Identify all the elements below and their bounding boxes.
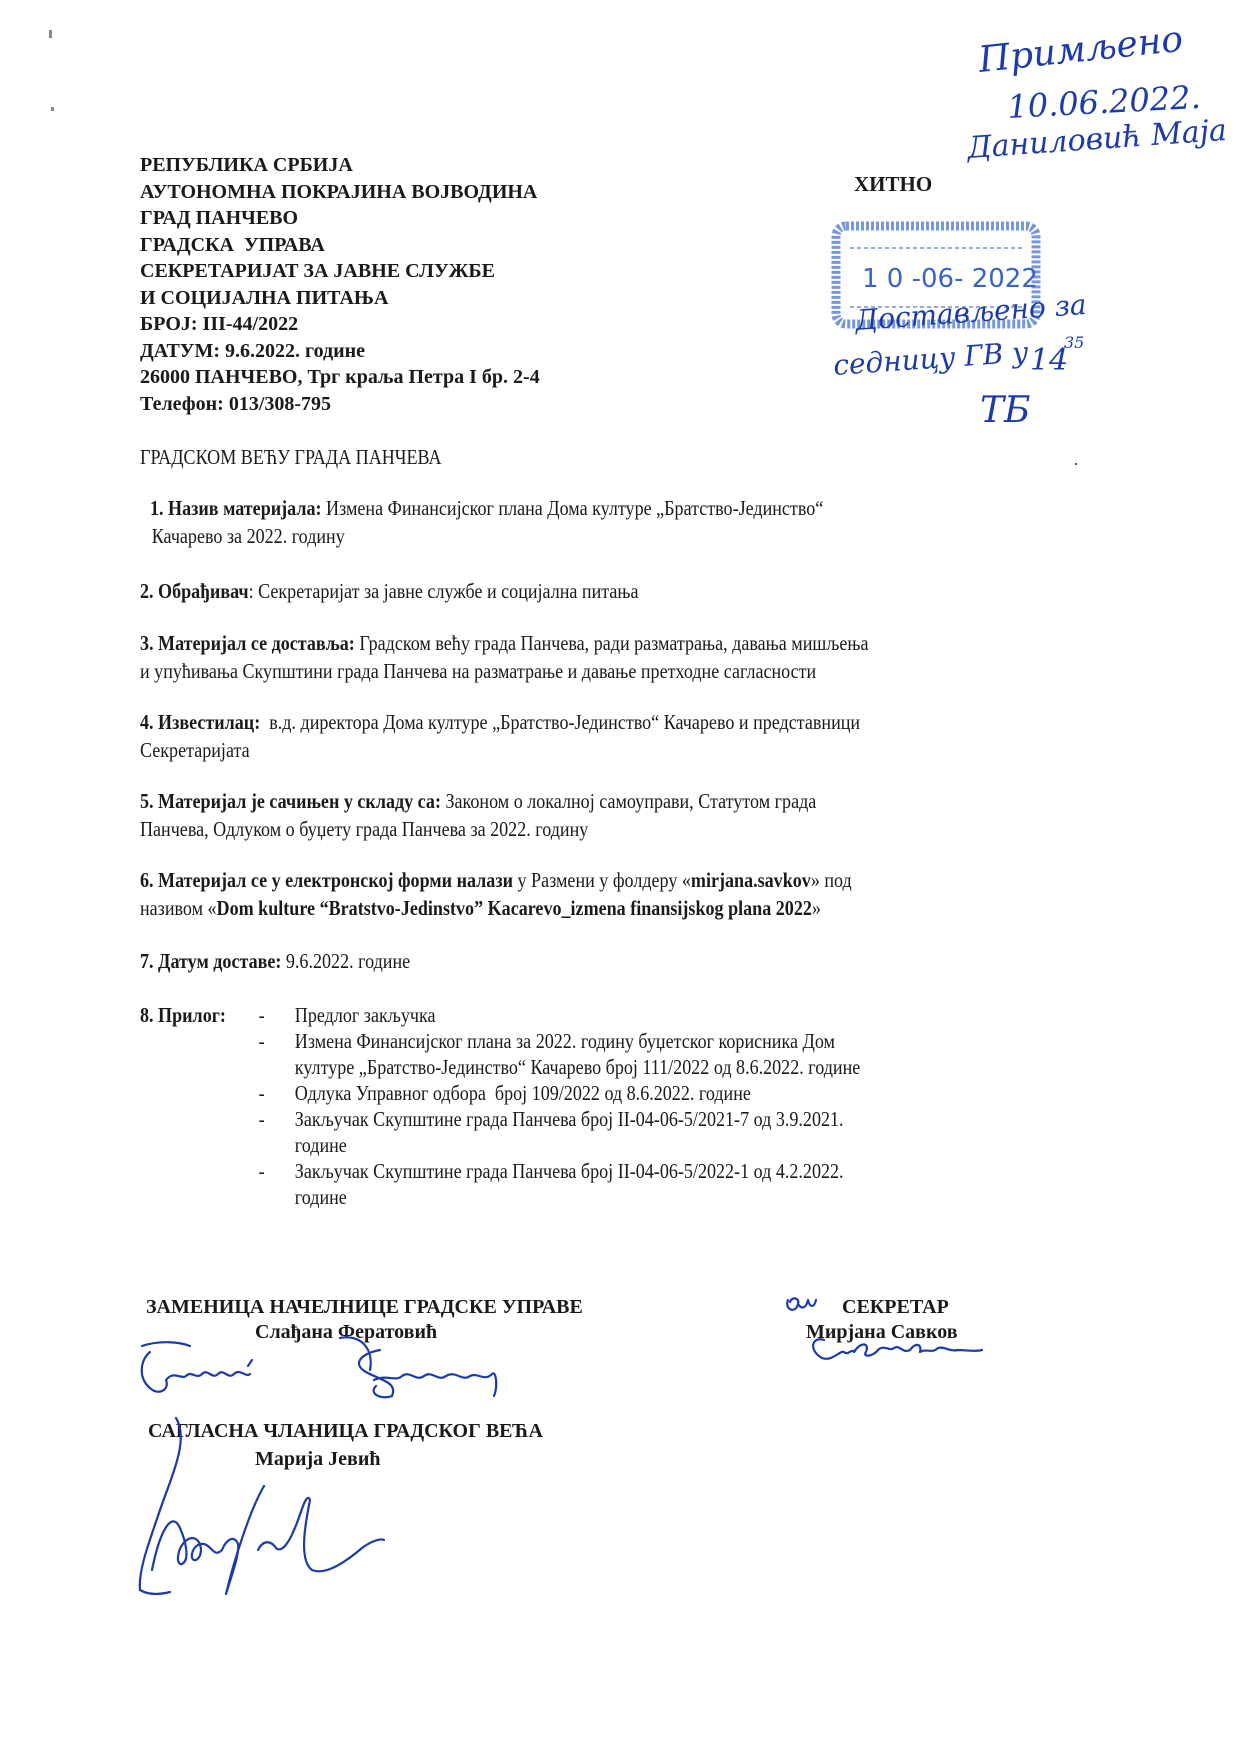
reference-number: БРОЈ: III-44/2022 (140, 313, 299, 335)
section-processor (140, 577, 1112, 605)
secretary-signature (782, 1290, 1022, 1390)
stamp-handwritten-time: 14 (1030, 343, 1069, 378)
received-stamp (820, 212, 1088, 432)
addressee: ГРАДСКОМ ВЕЋУ ГРАДА ПАНЧЕВА (140, 445, 442, 469)
council-member-name: Марија Јевић (255, 1448, 381, 1470)
section-text: » под (810, 868, 852, 892)
section-electronic-location (140, 866, 1112, 922)
bullet-dash: - (258, 1003, 265, 1027)
attachment-text: Предлог закључка (294, 1003, 436, 1027)
scan-mark (51, 107, 54, 111)
attachment-text-continued: године (294, 1185, 347, 1209)
section-label: 7. Датум доставе: (140, 949, 282, 973)
section-text-continued: Секретаријата (140, 738, 250, 762)
bullet-dash: - (258, 1081, 265, 1105)
section-text-continued: и упућивања Скупштини града Панчева на разматрање и давање претходне сагласности (140, 659, 817, 683)
letterhead-line: ГРАД ПАНЧЕВО (140, 207, 299, 229)
letterhead-line: И СОЦИЈАЛНА ПИТАЊА (140, 286, 389, 309)
section-text: в.д. директора Дома културе „Братство-Јединство“ Качарево и представници (260, 710, 861, 734)
deputy-signature (130, 1330, 560, 1410)
phone: Телефон: 013/308-795 (140, 392, 332, 415)
deputy-title: ЗАМЕНИЦА НАЧЕЛНИЦЕ ГРАДСКЕ УПРАВЕ (146, 1296, 583, 1318)
section-text: Законом о локалној самоуправи, Статутом града (440, 789, 817, 813)
section-delivery-date (140, 947, 1112, 975)
section-label: 5. Материјал је сачињен у складу са: (140, 789, 441, 813)
letterhead-line: РЕПУБЛИКА СРБИЈА (140, 154, 353, 176)
attachment-text: Закључак Скупштине града Панчева број II-04-06-5/2021-7 од 3.9.2021. (294, 1107, 844, 1131)
scan-mark (49, 30, 52, 38)
section-text: у Размени у фолдеру « (512, 868, 691, 892)
letterhead-line: АУТОНОМНА ПОКРАЈИНА ВОЈВОДИНА (140, 180, 538, 203)
section-text-continued: Качарево за 2022. годину (151, 524, 345, 548)
section-text: : Секретаријат за јавне службе и социјална питања (248, 579, 639, 603)
section-text: Градском већу града Панчева, ради разматрања, давања мишљења (354, 631, 869, 655)
stamp-handwritten-initials: ТБ (980, 390, 1031, 431)
section-material-name (150, 494, 1122, 550)
folder-name: mirjana.savkov (690, 868, 811, 892)
handwritten-receipt-note (960, 20, 1240, 200)
letterhead-line: СЕКРЕТАРИЈАТ ЗА ЈАВНЕ СЛУЖБЕ (140, 260, 495, 282)
scan-mark (1075, 463, 1077, 465)
section-label: 2. Обрађивач (140, 579, 249, 603)
stamp-handwritten-delivered: Достављено за (854, 287, 1088, 337)
handwritten-receiver-name: Даниловић Маја (966, 112, 1228, 166)
secretary-title: СЕКРЕТАР (842, 1296, 949, 1318)
section-label: 4. Известилац: (140, 710, 261, 734)
handwritten-received-date: 10.06.2022. (1006, 77, 1202, 126)
letterhead-line: ГРАДСКА УПРАВА (140, 233, 325, 256)
section-text: » (811, 896, 821, 920)
section-label: 8. Прилог: (140, 1003, 226, 1027)
deputy-name: Слађана Фератовић (255, 1321, 438, 1343)
letterhead (140, 152, 540, 417)
attachment-text: Измена Финансијског плана за 2022. годину буџетског корисника Дом (294, 1029, 835, 1053)
urgent-label: ХИТНО (854, 172, 933, 196)
section-delivered-to (140, 629, 1112, 685)
section-text-continued: Панчева, Одлуком о буџету града Панчева за 2022. годину (140, 817, 589, 841)
section-text: 9.6.2022. године (281, 949, 411, 973)
attachment-text: Закључак Скупштине града Панчева број II-04-06-5/2022-1 од 4.2.2022. (294, 1159, 844, 1183)
section-label: 1. Назив материјала: (150, 496, 322, 520)
section-text: Измена Финансијског плана Дома културе „Братство-Јединство“ (321, 496, 824, 520)
section-text: називом « (140, 896, 217, 920)
section-label: 6. Материјал се у електронској форми налази (140, 868, 513, 892)
council-member-signature (130, 1410, 450, 1610)
section-reporter (140, 708, 1112, 764)
document-date: ДАТУМ: 9.6.2022. године (140, 339, 366, 362)
bullet-dash: - (258, 1029, 265, 1053)
bullet-dash: - (258, 1159, 265, 1183)
section-label: 3. Материјал се доставља: (140, 631, 355, 655)
secretary-name: Мирјана Савков (806, 1321, 958, 1343)
handwritten-received: Примљено (976, 18, 1185, 81)
council-member-title: САГЛАСНА ЧЛАНИЦА ГРАДСКОГ ВЕЋА (148, 1420, 543, 1442)
section-attachments (140, 1001, 1112, 1221)
stamp-handwritten-session: седницу ГВ у (832, 335, 1030, 382)
attachment-text: Одлука Управног одбора број 109/2022 од 8.6.2022. године (294, 1081, 751, 1105)
file-name: Dom kulture “Bratstvo-Jedinstvo” Kacarevo_izmena finansijskog plana 2022 (216, 896, 812, 920)
attachment-text-continued: године (294, 1133, 347, 1157)
stamp-handwritten-time-minutes: 35 (1064, 333, 1085, 352)
stamp-date: 1 0 -06- 2022 (862, 264, 1038, 294)
attachment-text-continued: културе „Братство-Јединство“ Качарево број 111/2022 од 8.6.2022. године (294, 1055, 861, 1079)
bullet-dash: - (258, 1107, 265, 1131)
section-legal-basis (140, 787, 1112, 843)
address: 26000 ПАНЧЕВО, Трг краља Петра I бр. 2-4 (140, 366, 540, 388)
